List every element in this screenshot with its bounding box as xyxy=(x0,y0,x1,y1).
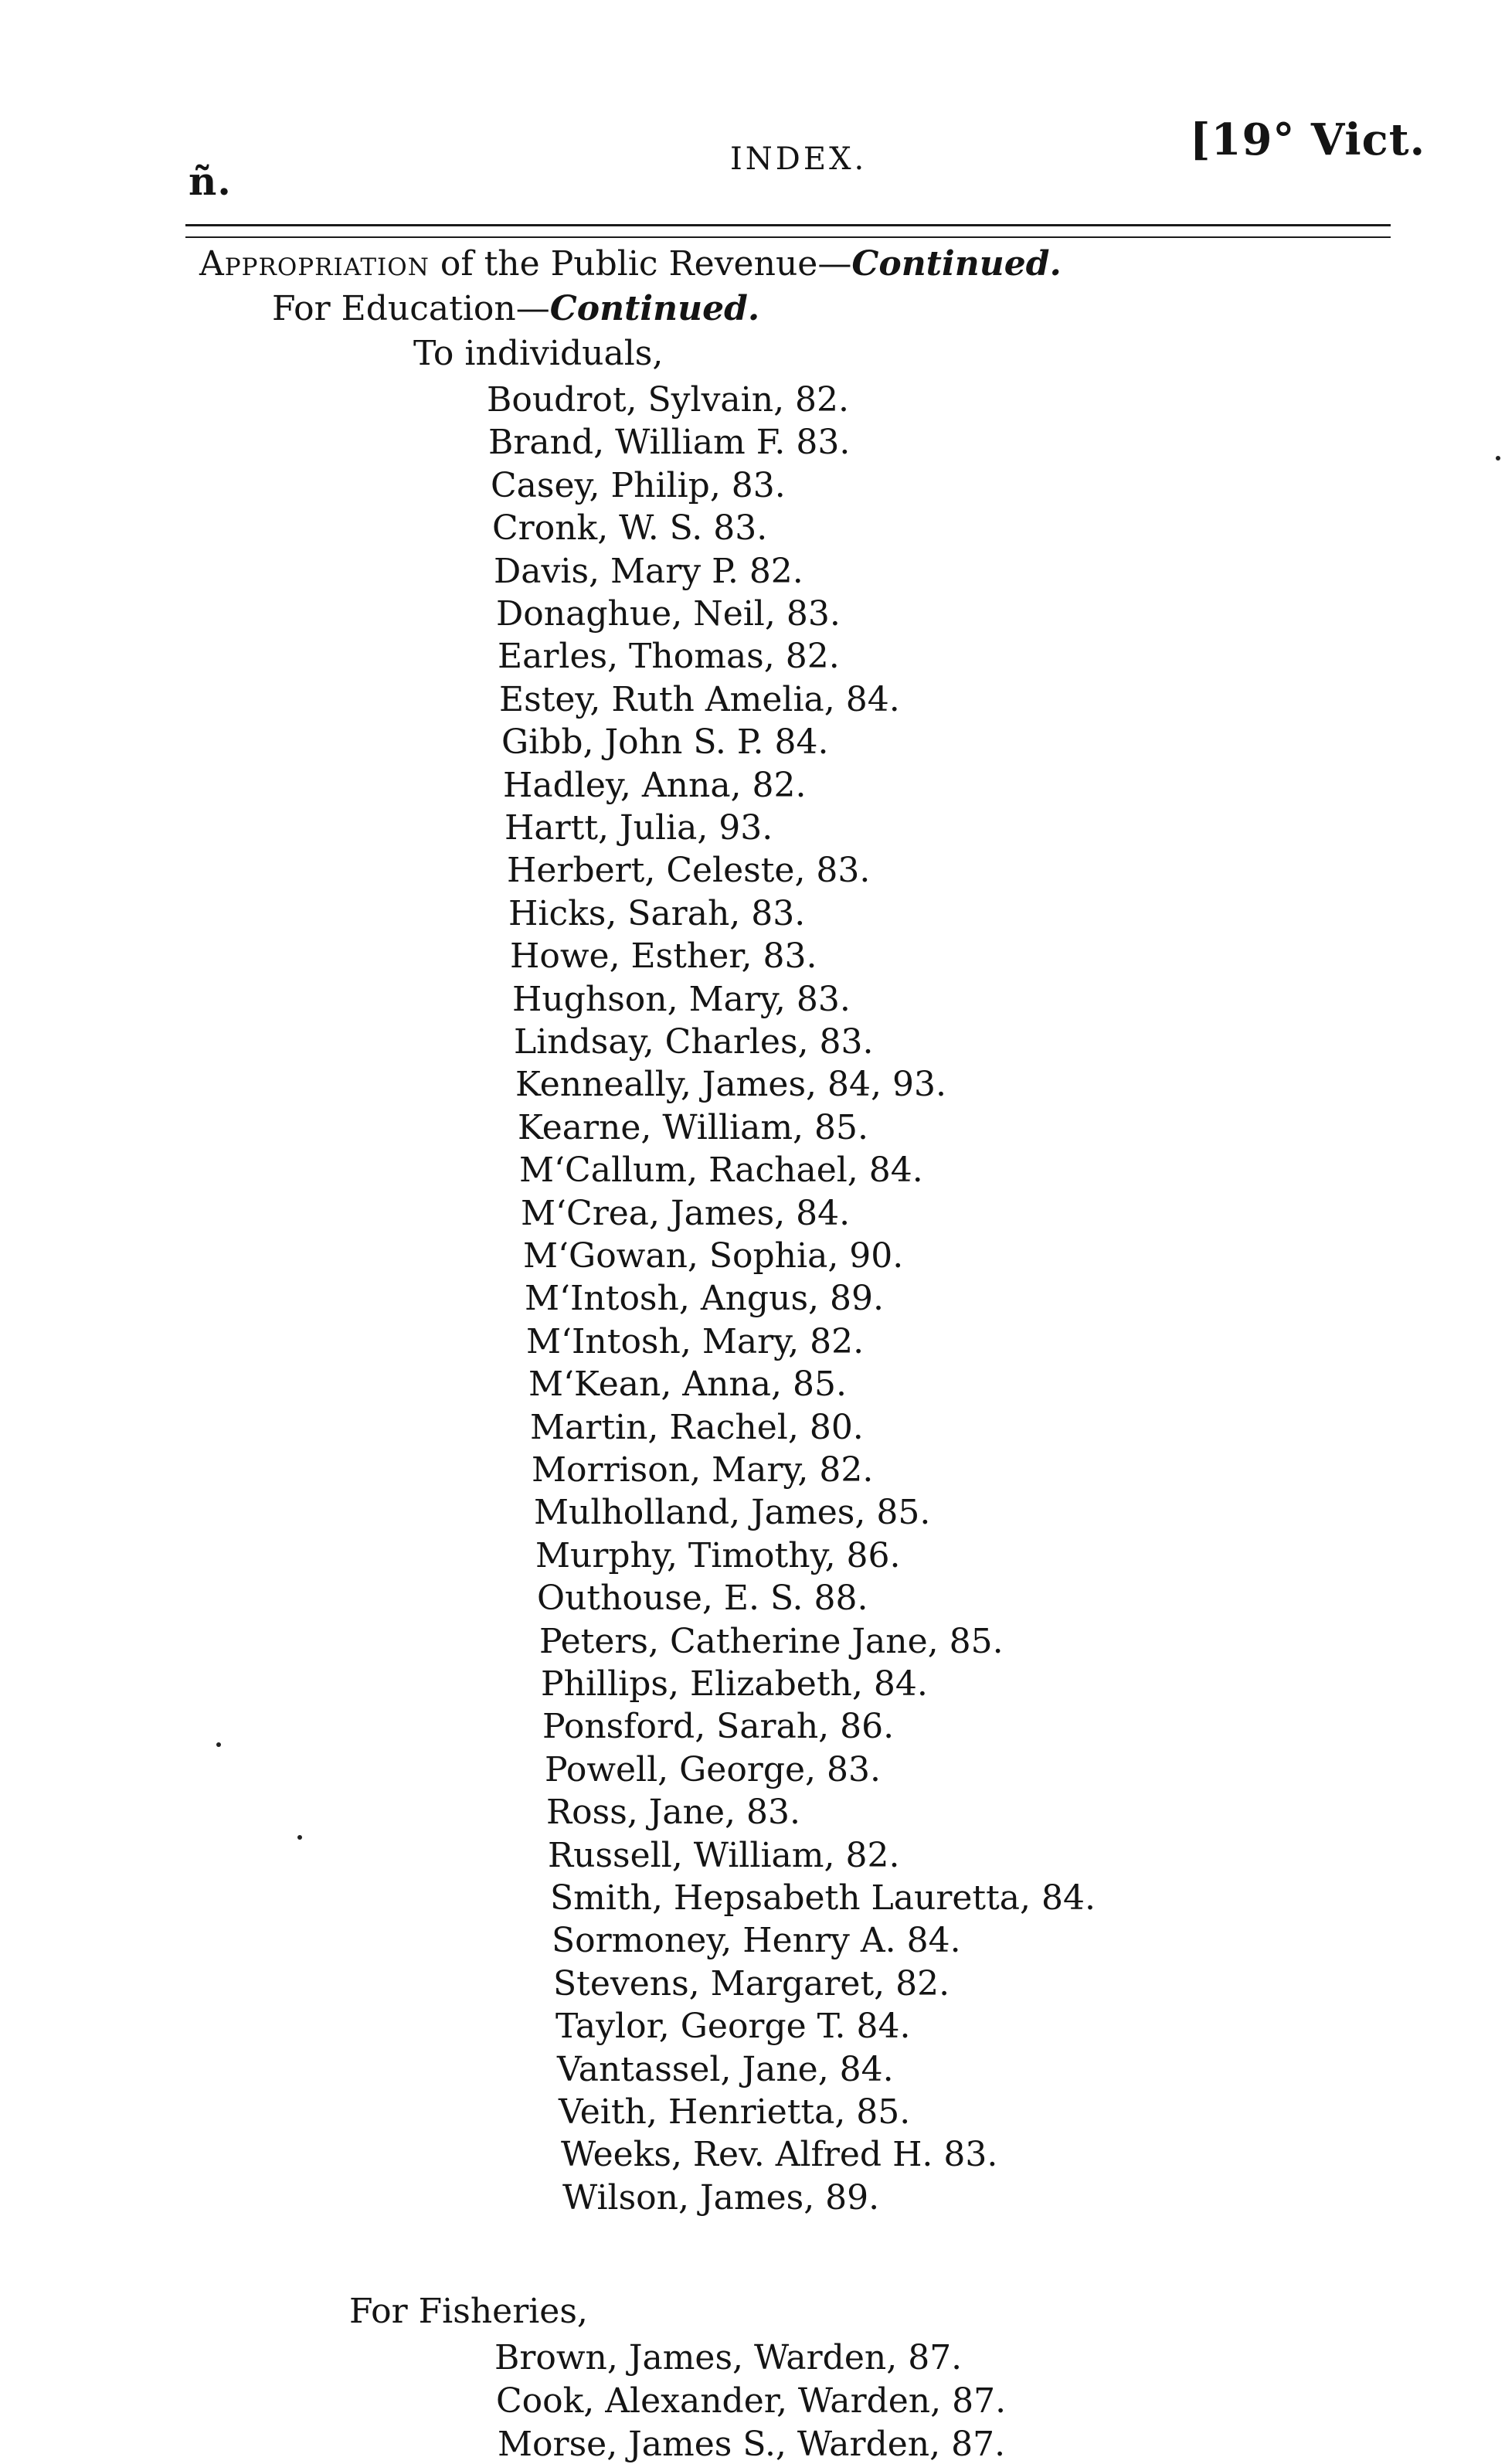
index-entry: Kearne, William, 85. xyxy=(518,1108,868,1147)
index-entry: Veith, Henrietta, 85. xyxy=(559,2092,911,2132)
fisheries-entry: Morse, James S., Warden, 87. xyxy=(498,2425,1006,2464)
print-speck xyxy=(1496,456,1500,461)
index-entry: Hadley, Anna, 82. xyxy=(503,766,807,805)
index-entry: Russell, William, 82. xyxy=(548,1836,900,1875)
index-entry: Boudrot, Sylvain, 82. xyxy=(487,380,850,420)
running-title: INDEX. xyxy=(730,141,868,177)
index-entry: Phillips, Elizabeth, 84. xyxy=(541,1664,928,1704)
index-entry: Earles, Thomas, 82. xyxy=(498,637,840,676)
header-rule-bottom xyxy=(185,236,1391,238)
index-entry: Brand, William F. 83. xyxy=(488,423,851,462)
index-entry: Murphy, Timothy, 86. xyxy=(535,1536,901,1575)
index-entry: Davis, Mary P. 82. xyxy=(494,552,803,591)
index-entry: Hicks, Sarah, 83. xyxy=(508,894,806,933)
index-entry: M‘Intosh, Angus, 89. xyxy=(525,1279,884,1318)
index-entry: Mulholland, James, 85. xyxy=(534,1493,931,1532)
index-entry: Stevens, Margaret, 82. xyxy=(553,1964,950,2003)
index-entry: Cronk, W. S. 83. xyxy=(492,508,768,548)
index-entry: Powell, George, 83. xyxy=(545,1750,881,1789)
index-entry: M‘Callum, Rachael, 84. xyxy=(519,1150,923,1190)
index-entry: Casey, Philip, 83. xyxy=(491,466,786,505)
group-heading: To individuals, xyxy=(413,334,664,373)
print-speck xyxy=(216,1742,221,1747)
index-entry: Lindsay, Charles, 83. xyxy=(514,1022,874,1062)
index-entry: Hartt, Julia, 93. xyxy=(504,808,773,848)
index-entry: Smith, Hepsabeth Lauretta, 84. xyxy=(550,1878,1096,1918)
index-entry: M‘Gowan, Sophia, 90. xyxy=(523,1236,904,1276)
section-heading-smallcaps: Appropriation xyxy=(199,244,430,284)
index-entry: Kenneally, James, 84, 93. xyxy=(515,1065,946,1104)
header-rule-top xyxy=(185,224,1391,226)
index-entry: Gibb, John S. P. 84. xyxy=(501,722,829,762)
fisheries-entry: Cook, Alexander, Warden, 87. xyxy=(496,2381,1007,2421)
index-entry: Weeks, Rev. Alfred H. 83. xyxy=(561,2135,998,2174)
print-speck xyxy=(297,1835,302,1840)
index-entry: Taylor, George T. 84. xyxy=(555,2007,911,2046)
index-entry: Estey, Ruth Amelia, 84. xyxy=(499,680,900,719)
fisheries-entry: Brown, James, Warden, 87. xyxy=(494,2338,963,2377)
index-entry: Herbert, Celeste, 83. xyxy=(507,851,871,890)
index-entry: M‘Kean, Anna, 85. xyxy=(528,1365,847,1404)
index-entry: Hughson, Mary, 83. xyxy=(512,980,851,1019)
index-entry: Ponsford, Sarah, 86. xyxy=(542,1707,895,1746)
index-entry: Donaghue, Neil, 83. xyxy=(496,594,841,634)
fisheries-heading: For Fisheries, xyxy=(349,2292,588,2331)
session-label: [19° Vict. xyxy=(1190,114,1426,165)
section-heading xyxy=(199,244,1062,284)
subsection-heading xyxy=(272,289,760,328)
index-entry: Morrison, Mary, 82. xyxy=(532,1450,874,1490)
index-entry: Martin, Rachel, 80. xyxy=(530,1408,864,1447)
section-heading-rest: of the Public Revenue— xyxy=(429,244,852,284)
index-entry: M‘Crea, James, 84. xyxy=(521,1194,851,1233)
index-entry: M‘Intosh, Mary, 82. xyxy=(526,1322,865,1361)
index-entry: Sormoney, Henry A. 84. xyxy=(552,1921,961,1960)
subsection-heading-label: For Education— xyxy=(272,289,550,328)
index-entry: Wilson, James, 89. xyxy=(562,2178,880,2218)
index-entry: Howe, Esther, 83. xyxy=(510,936,817,976)
index-entry: Outhouse, E. S. 88. xyxy=(537,1579,868,1618)
page-number: ñ. xyxy=(189,158,232,204)
index-entry: Vantassel, Jane, 84. xyxy=(557,2050,894,2089)
subsection-heading-continued: Continued. xyxy=(549,289,760,328)
section-heading-continued: Continued. xyxy=(851,244,1062,284)
index-entry: Ross, Jane, 83. xyxy=(546,1793,800,1832)
index-entry: Peters, Catherine Jane, 85. xyxy=(539,1622,1004,1661)
